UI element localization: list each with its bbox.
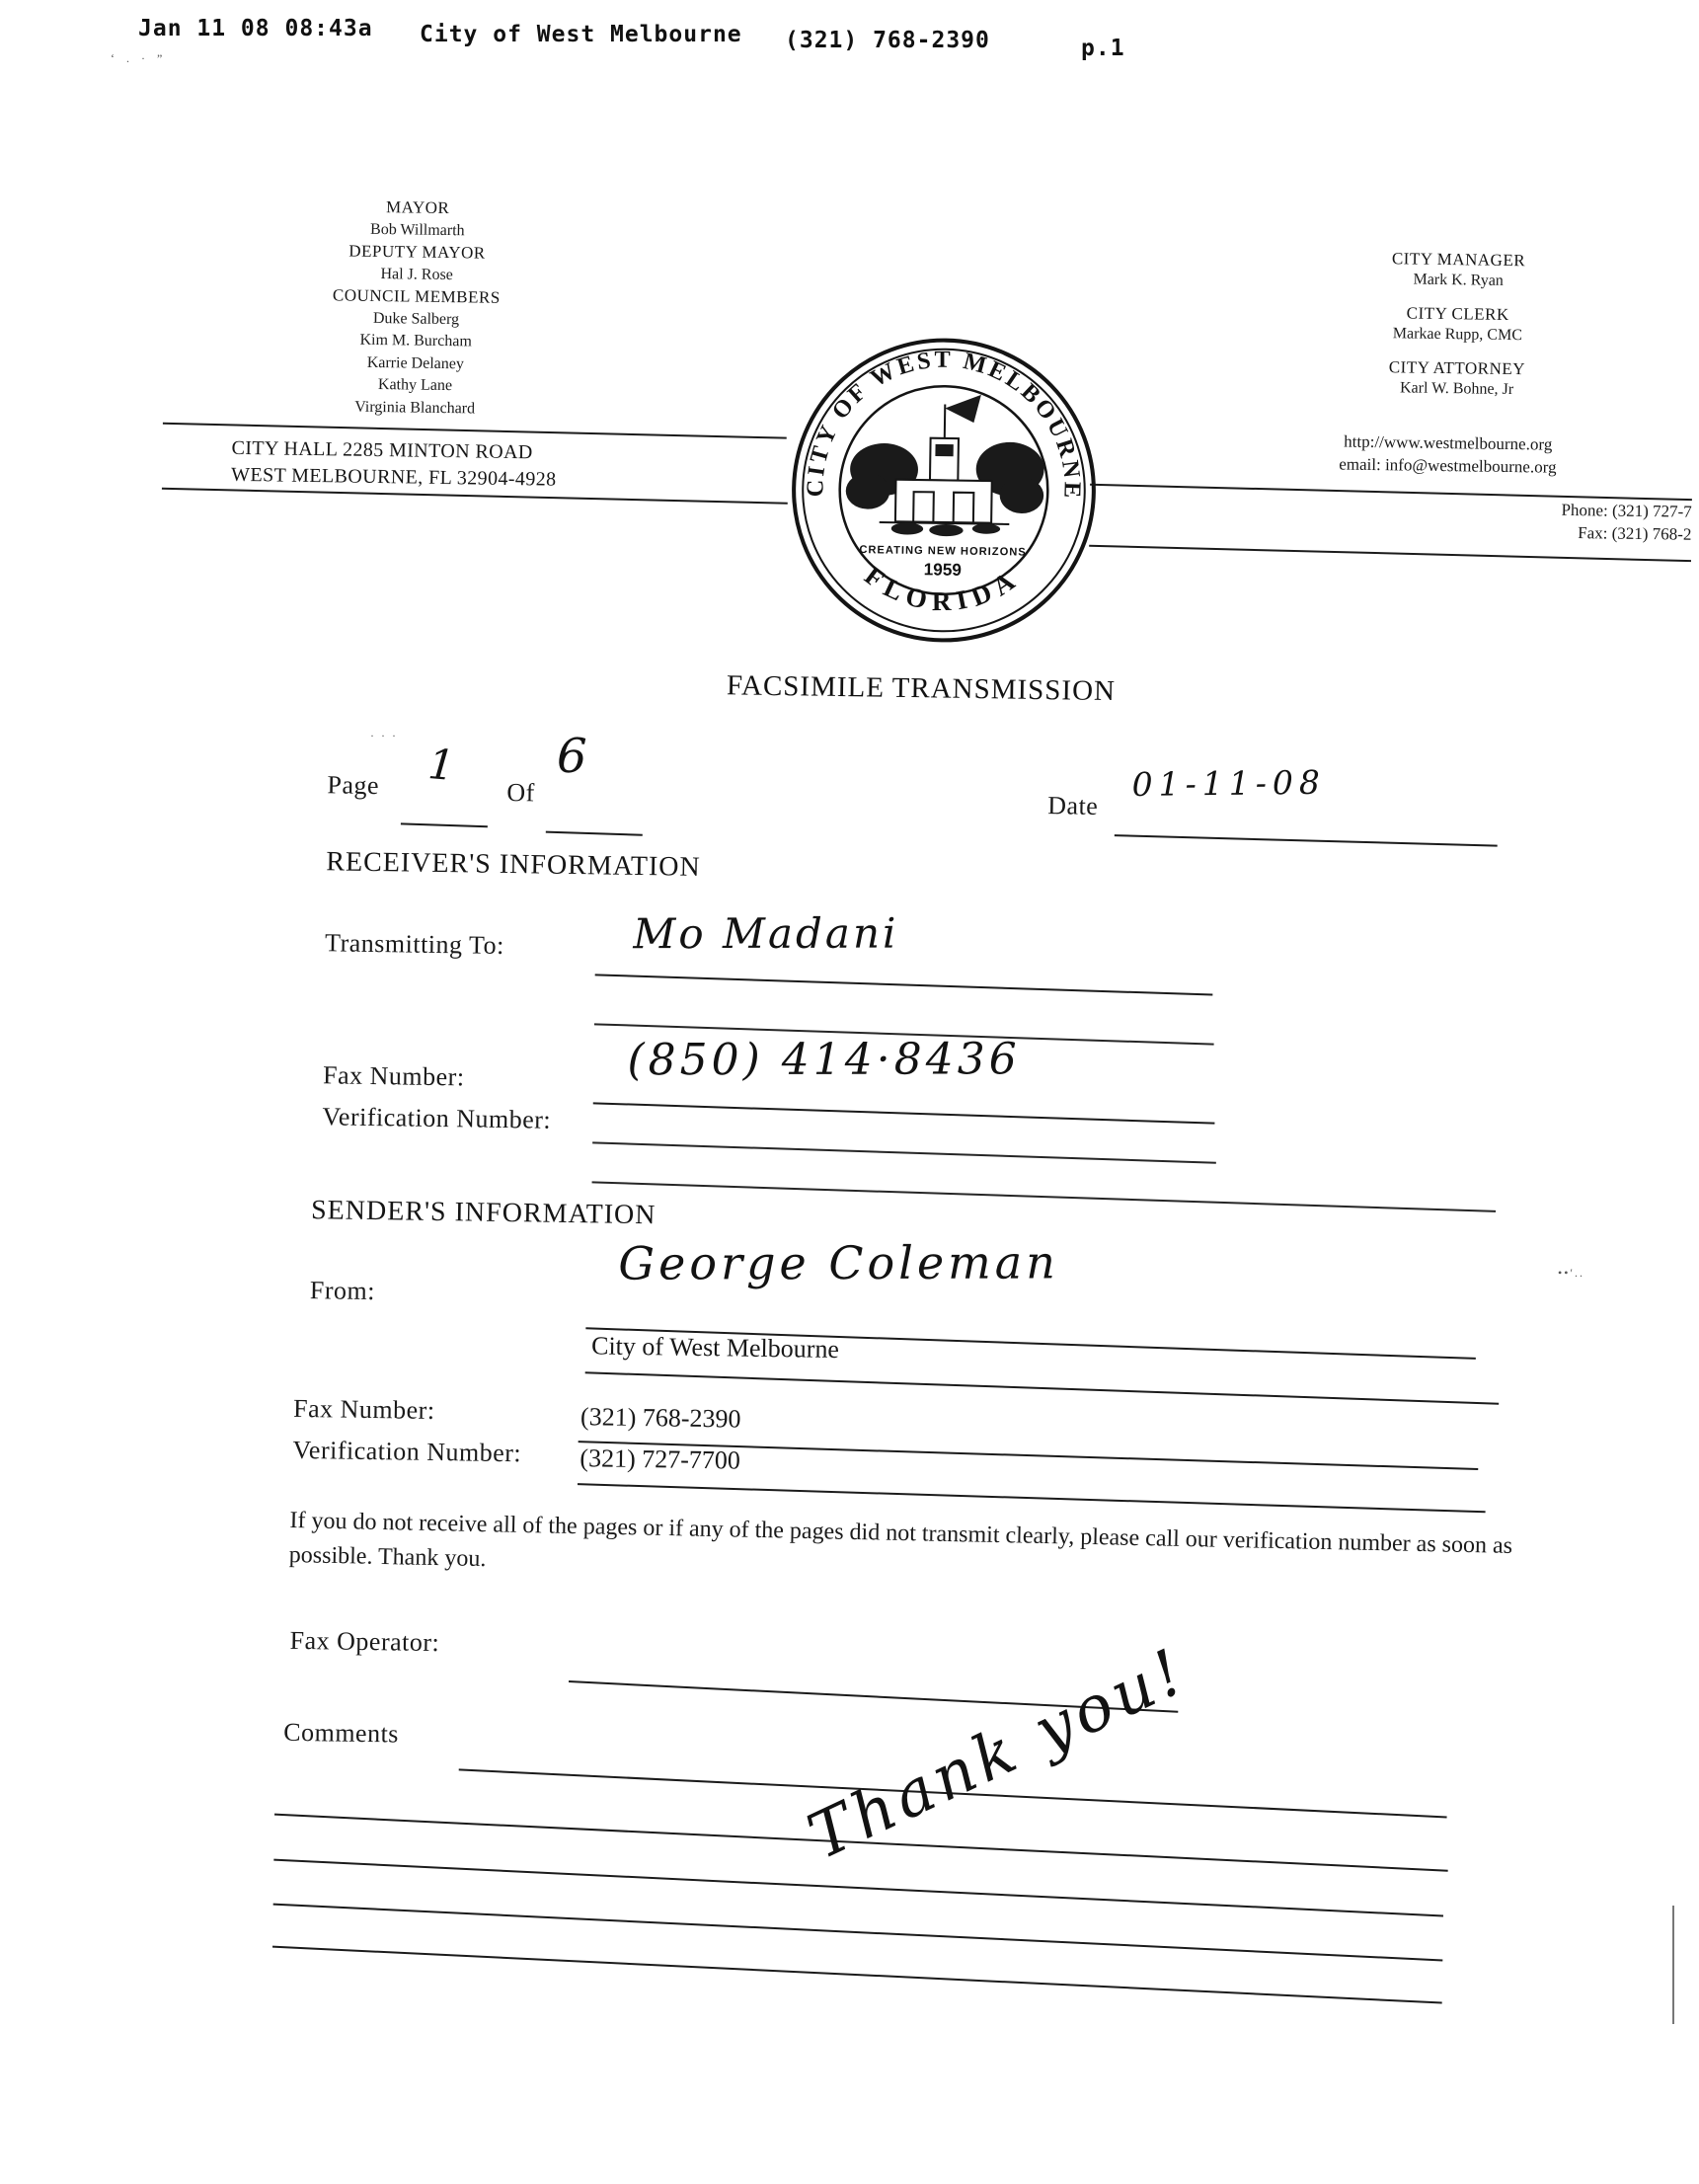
from-label: From: [309, 1276, 376, 1306]
receiver-fax-underline [593, 1102, 1215, 1124]
sender-verification-label: Verification Number: [292, 1435, 522, 1468]
receiver-verification-label: Verification Number: [322, 1102, 552, 1134]
scan-noise: ••′.. [1558, 1266, 1585, 1280]
comments-label: Comments [283, 1717, 400, 1749]
page-label: Page [327, 770, 380, 801]
page-underline [401, 822, 488, 827]
official-name: Mark K. Ryan [1413, 271, 1505, 289]
scan-noise: · · · [370, 729, 398, 742]
sender-fax-number-value: (321) 768-2390 [579, 1402, 741, 1434]
transmitting-to-handwritten: Mo Madani [633, 908, 899, 959]
official-name: Kathy Lane [377, 376, 453, 395]
sender-fax-number-label: Fax Number: [292, 1393, 435, 1425]
official-name: Duke Salberg [372, 309, 460, 328]
sender-verification-underline [578, 1483, 1486, 1513]
sender-verification-value: (321) 727-7700 [579, 1443, 741, 1475]
date-handwritten: 01-11-08 [1131, 762, 1327, 804]
city-hall-address [231, 435, 557, 494]
seal-year: 1959 [923, 559, 963, 580]
fax-number: Fax: (321) 768-2 [1578, 523, 1692, 544]
seal-motto: CREATING NEW HORIZONS [859, 544, 1027, 559]
transmitting-to-underline [595, 974, 1213, 995]
official-name: Kim M. Burcham [359, 331, 472, 351]
notice-paragraph: If you do not receive all of the pages or if any of the pages did not transmit clearly, please call our verification number as soon as possible. Thank you. [288, 1508, 1513, 1573]
receiver-verification-underline [592, 1141, 1216, 1163]
ruled-line [592, 1181, 1497, 1212]
sender-heading: SENDER'S INFORMATION [310, 1195, 656, 1231]
date-underline [1115, 834, 1498, 846]
official-name: Markae Rupp, CMC [1392, 325, 1523, 345]
comments-line [273, 1904, 1443, 1962]
page-total-handwritten: 6 [556, 728, 587, 785]
page-number-handwritten: 1 [425, 739, 457, 791]
official-name: Bob Willmarth [369, 220, 465, 239]
document-title: FACSIMILE TRANSMISSION [726, 669, 1117, 708]
receiver-fax-number-label: Fax Number: [322, 1060, 465, 1092]
ruled-line [585, 1371, 1500, 1405]
date-label: Date [1047, 791, 1099, 820]
receiver-fax-number-handwritten: (850) 414·8436 [627, 1034, 1021, 1086]
fax-operator-label: Fax Operator: [289, 1625, 440, 1658]
letterhead-web-email [1240, 429, 1656, 480]
official-title: CITY ATTORNEY [1388, 357, 1526, 379]
official-name: Karrie Delaney [366, 353, 465, 372]
official-name: Karl W. Bohne, Jr [1399, 379, 1514, 399]
comments-handwritten: Thank you! [797, 1634, 1199, 1875]
scan-noise: ‘ . · ” [111, 51, 165, 65]
scan-edge-artifact [1672, 1906, 1674, 2024]
phone-number: Phone: (321) 727-7 [1561, 500, 1692, 521]
of-label: Of [506, 777, 536, 808]
seal-bottom-text: FLORIDA [859, 560, 1026, 617]
address-line1: CITY HALL 2285 MINTON ROAD [231, 436, 533, 464]
receiver-heading: RECEIVER'S INFORMATION [326, 846, 701, 883]
officials-left-list [267, 195, 566, 421]
fax-header-page-indicator: p.1 [1081, 36, 1125, 61]
fax-header-sender-fax: (321) 768-2390 [785, 28, 990, 53]
from-organization: City of West Melbourne [590, 1331, 840, 1365]
letterhead-rule [1089, 545, 1691, 562]
city-seal [782, 328, 1107, 653]
transmitting-to-label: Transmitting To: [324, 928, 505, 960]
official-name: Virginia Blanchard [354, 398, 476, 417]
fax-header-timestamp: Jan 11 08 08:43a [138, 16, 373, 41]
fax-header-sender-name: City of West Melbourne [420, 22, 742, 47]
comments-line [272, 1946, 1442, 2004]
official-title: COUNCIL MEMBERS [332, 285, 501, 307]
official-title: DEPUTY MAYOR [348, 241, 486, 263]
official-title: CITY MANAGER [1391, 249, 1526, 271]
email-address: email: info@westmelbourne.org [1339, 454, 1557, 477]
seal-top-text: CITY OF WEST MELBOURNE [802, 346, 1086, 502]
from-handwritten: George Coleman [618, 1235, 1059, 1290]
of-underline [546, 831, 643, 836]
comments-line [273, 1859, 1443, 1917]
address-line2: WEST MELBOURNE, FL 32904-4928 [230, 463, 557, 491]
letterhead-phone-fax [1561, 499, 1692, 546]
official-name: Hal J. Rose [380, 265, 453, 283]
officials-right-list [1308, 247, 1606, 414]
official-title: MAYOR [385, 197, 450, 218]
website-url: http://www.westmelbourne.org [1344, 431, 1553, 454]
official-title: CITY CLERK [1406, 303, 1509, 325]
